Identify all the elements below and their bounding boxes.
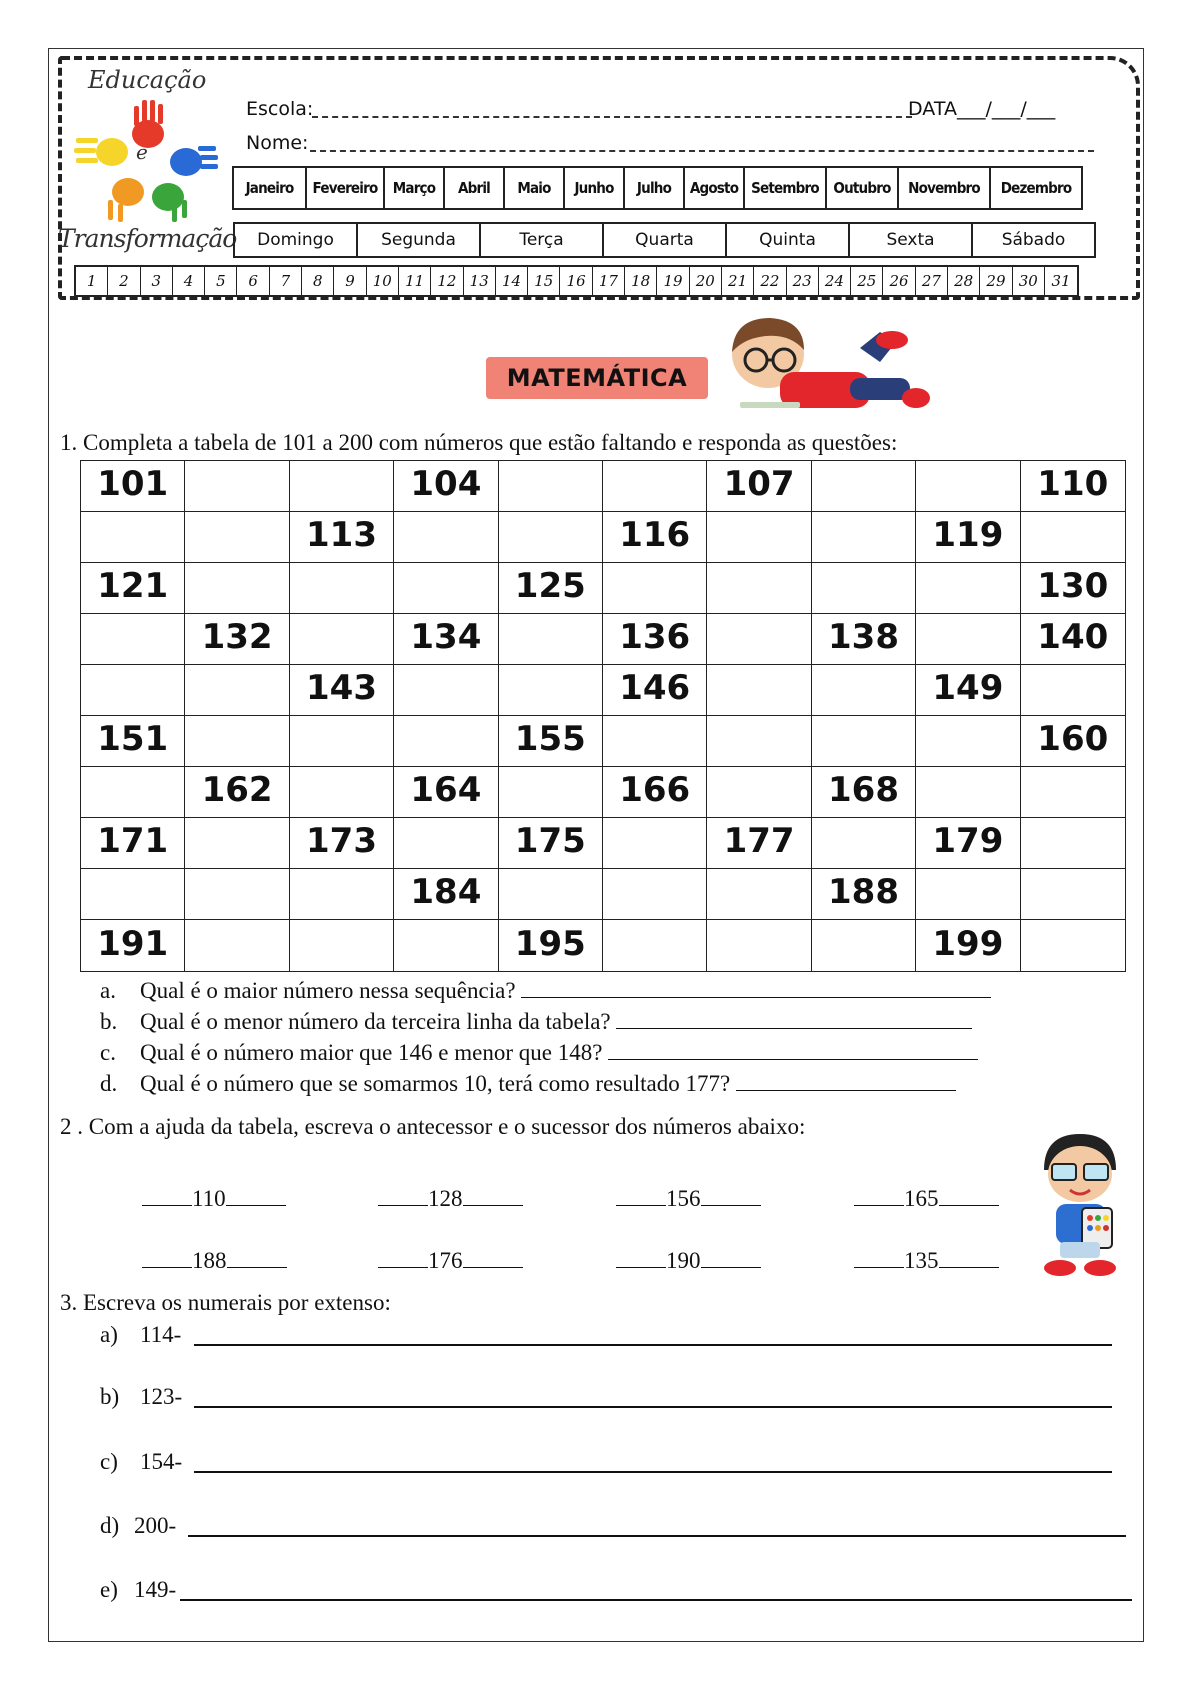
grid-cell[interactable] — [394, 563, 498, 614]
grid-cell[interactable] — [603, 461, 707, 512]
q3-item-b: b) 123- — [100, 1384, 182, 1410]
day-number-cell[interactable]: 30 — [1013, 267, 1045, 295]
grid-cell[interactable] — [707, 665, 811, 716]
grid-cell: 146 — [603, 665, 707, 716]
grid-cell[interactable] — [1021, 512, 1125, 563]
grid-cell[interactable] — [499, 869, 603, 920]
month-cell[interactable]: Fevereiro — [307, 168, 385, 208]
day-number-cell[interactable]: 24 — [819, 267, 851, 295]
grid-cell[interactable] — [1021, 767, 1125, 818]
month-cell[interactable]: Setembro — [745, 168, 827, 208]
grid-cell[interactable] — [603, 920, 707, 971]
grid-cell[interactable] — [499, 665, 603, 716]
day-number-cell[interactable]: 26 — [883, 267, 915, 295]
grid-cell: 151 — [81, 716, 185, 767]
grid-cell[interactable] — [185, 665, 289, 716]
grid-cell[interactable] — [499, 614, 603, 665]
answer-line[interactable] — [194, 1471, 1112, 1473]
grid-cell[interactable] — [394, 920, 498, 971]
grid-cell[interactable] — [394, 716, 498, 767]
grid-cell: 143 — [290, 665, 394, 716]
answer-line[interactable] — [608, 1059, 978, 1060]
q3-prompt: 3. Escreva os numerais por extenso: — [60, 1290, 391, 1315]
grid-cell: 199 — [916, 920, 1020, 971]
grid-cell: 177 — [707, 818, 811, 869]
grid-cell: 121 — [81, 563, 185, 614]
q2-prompt: 2 . Com a ajuda da tabela, escreva o antecessor e o sucessor dos números abaixo: — [60, 1114, 806, 1139]
grid-cell: 132 — [185, 614, 289, 665]
logo-title: Educação — [88, 66, 207, 94]
grid-cell: 149 — [916, 665, 1020, 716]
day-numbers-row — [74, 265, 1079, 297]
q3-item-e: e) 149- — [100, 1577, 176, 1603]
month-cell[interactable]: Julho — [625, 168, 685, 208]
day-number-cell[interactable]: 27 — [916, 267, 948, 295]
day-number-cell[interactable]: 8 — [302, 267, 334, 295]
grid-cell: 134 — [394, 614, 498, 665]
day-number-cell[interactable]: 14 — [496, 267, 528, 295]
grid-cell[interactable] — [290, 563, 394, 614]
day-number-cell[interactable]: 2 — [108, 267, 140, 295]
grid-cell[interactable] — [290, 869, 394, 920]
name-field[interactable] — [310, 150, 1094, 152]
month-cell[interactable]: Abril — [445, 168, 505, 208]
grid-cell: 136 — [603, 614, 707, 665]
logo-connector: e — [136, 140, 148, 164]
day-number-cell[interactable]: 15 — [528, 267, 560, 295]
grid-cell: 130 — [1021, 563, 1125, 614]
grid-cell[interactable] — [812, 563, 916, 614]
logo-subtitle: Transformação — [58, 224, 237, 253]
grid-cell: 138 — [812, 614, 916, 665]
grid-cell[interactable] — [394, 665, 498, 716]
day-number-cell[interactable]: 16 — [560, 267, 592, 295]
grid-cell[interactable] — [707, 716, 811, 767]
day-number-cell[interactable]: 3 — [141, 267, 173, 295]
grid-cell: 155 — [499, 716, 603, 767]
number-pair[interactable]: 190 — [616, 1248, 761, 1274]
grid-cell: 140 — [1021, 614, 1125, 665]
grid-cell: 101 — [81, 461, 185, 512]
q1-prompt: 1. Completa a tabela de 101 a 200 com números que estão faltando e responda as questões: — [60, 430, 898, 455]
number-pair[interactable]: 176 — [378, 1248, 523, 1274]
grid-cell[interactable] — [81, 614, 185, 665]
grid-cell: 166 — [603, 767, 707, 818]
month-cell[interactable]: Outubro — [827, 168, 899, 208]
grid-cell[interactable] — [812, 818, 916, 869]
grid-cell[interactable] — [290, 461, 394, 512]
weekday-cell[interactable]: Terça — [481, 224, 604, 256]
month-cell[interactable]: Novembro — [899, 168, 991, 208]
answer-line[interactable] — [616, 1028, 972, 1029]
month-cell[interactable]: Janeiro — [234, 168, 307, 208]
grid-cell[interactable] — [812, 920, 916, 971]
answer-line[interactable] — [188, 1535, 1126, 1537]
grid-cell[interactable] — [81, 512, 185, 563]
grid-cell[interactable] — [812, 665, 916, 716]
answer-line[interactable] — [736, 1090, 956, 1091]
grid-cell: 119 — [916, 512, 1020, 563]
boy-tablet-illustration — [1030, 1130, 1130, 1280]
day-number-cell[interactable]: 23 — [787, 267, 819, 295]
day-number-cell[interactable]: 29 — [980, 267, 1012, 295]
grid-cell[interactable] — [81, 869, 185, 920]
grid-cell: 173 — [290, 818, 394, 869]
grid-cell[interactable] — [603, 563, 707, 614]
month-cell[interactable]: Agosto — [685, 168, 745, 208]
grid-cell[interactable] — [499, 512, 603, 563]
weekday-cell[interactable]: Domingo — [235, 224, 358, 256]
grid-cell[interactable] — [916, 869, 1020, 920]
number-pair[interactable]: 156 — [616, 1186, 761, 1212]
grid-cell[interactable] — [707, 512, 811, 563]
grid-cell[interactable] — [1021, 818, 1125, 869]
grid-cell[interactable] — [185, 563, 289, 614]
weekday-cell[interactable]: Sexta — [850, 224, 973, 256]
grid-cell[interactable] — [707, 920, 811, 971]
grid-cell[interactable] — [707, 869, 811, 920]
grid-cell[interactable] — [499, 461, 603, 512]
q1-item-a: a. Qual é o maior número nessa sequência? — [100, 978, 991, 1004]
school-field[interactable] — [312, 116, 912, 118]
day-number-cell[interactable]: 13 — [464, 267, 496, 295]
day-number-cell[interactable]: 28 — [948, 267, 980, 295]
answer-line[interactable] — [194, 1344, 1112, 1346]
q1-item-d: d. Qual é o número que se somarmos 10, terá como resultado 177? — [100, 1071, 956, 1097]
day-number-cell[interactable]: 12 — [431, 267, 463, 295]
subject-title: MATEMÁTICA — [486, 357, 708, 399]
grid-cell[interactable] — [290, 716, 394, 767]
grid-cell: 175 — [499, 818, 603, 869]
day-number-cell[interactable]: 20 — [690, 267, 722, 295]
day-number-cell[interactable]: 5 — [205, 267, 237, 295]
day-number-cell[interactable]: 17 — [593, 267, 625, 295]
grid-cell[interactable] — [707, 767, 811, 818]
grid-cell[interactable] — [603, 818, 707, 869]
grid-cell[interactable] — [499, 767, 603, 818]
grid-cell: 171 — [81, 818, 185, 869]
q3-item-a: a) 114- — [100, 1322, 181, 1348]
number-pair[interactable]: 188 — [142, 1248, 287, 1274]
day-number-cell[interactable]: 4 — [173, 267, 205, 295]
grid-cell[interactable] — [812, 512, 916, 563]
grid-cell: 162 — [185, 767, 289, 818]
grid-cell[interactable] — [185, 512, 289, 563]
grid-cell[interactable] — [185, 716, 289, 767]
grid-cell[interactable] — [185, 920, 289, 971]
grid-cell[interactable] — [916, 767, 1020, 818]
grid-cell: 195 — [499, 920, 603, 971]
grid-cell: 184 — [394, 869, 498, 920]
weekday-cell[interactable]: Segunda — [358, 224, 481, 256]
grid-cell: 160 — [1021, 716, 1125, 767]
weekdays-row — [233, 222, 1096, 258]
grid-cell[interactable] — [290, 767, 394, 818]
answer-line[interactable] — [194, 1406, 1112, 1408]
month-cell[interactable]: Junho — [565, 168, 625, 208]
grid-cell[interactable] — [1021, 869, 1125, 920]
grid-cell[interactable] — [707, 614, 811, 665]
grid-cell: 116 — [603, 512, 707, 563]
school-label: Escola: — [246, 98, 314, 120]
number-pair[interactable]: 110 — [142, 1186, 286, 1212]
grid-cell[interactable] — [707, 563, 811, 614]
logo — [58, 64, 238, 260]
grid-cell[interactable] — [185, 818, 289, 869]
day-number-cell[interactable]: 25 — [851, 267, 883, 295]
grid-cell[interactable] — [603, 716, 707, 767]
weekday-cell[interactable]: Sábado — [1001, 230, 1066, 250]
grid-cell: 168 — [812, 767, 916, 818]
grid-cell[interactable] — [185, 869, 289, 920]
grid-cell: 110 — [1021, 461, 1125, 512]
grid-cell: 188 — [812, 869, 916, 920]
grid-cell: 113 — [290, 512, 394, 563]
grid-cell[interactable] — [81, 665, 185, 716]
grid-cell[interactable] — [916, 563, 1020, 614]
number-grid — [80, 460, 1126, 972]
weekday-cell[interactable]: Quinta — [727, 224, 850, 256]
answer-line[interactable] — [521, 997, 991, 998]
day-number-cell[interactable]: 21 — [722, 267, 754, 295]
month-cell[interactable]: Dezembro — [1000, 179, 1072, 197]
grid-cell[interactable] — [1021, 920, 1125, 971]
day-number-cell[interactable]: 18 — [625, 267, 657, 295]
day-number-cell[interactable]: 31 — [1051, 272, 1071, 290]
day-number-cell[interactable]: 10 — [367, 267, 399, 295]
month-cell[interactable]: Março — [385, 168, 445, 208]
grid-cell: 179 — [916, 818, 1020, 869]
day-number-cell[interactable]: 19 — [657, 267, 689, 295]
boy-lying-illustration — [720, 312, 930, 418]
grid-cell: 164 — [394, 767, 498, 818]
number-pair[interactable]: 128 — [378, 1186, 523, 1212]
grid-cell: 104 — [394, 461, 498, 512]
date-label[interactable]: DATA___/___/___ — [908, 98, 1056, 120]
number-pair[interactable]: 135 — [854, 1248, 999, 1274]
grid-cell: 107 — [707, 461, 811, 512]
day-number-cell[interactable]: 1 — [76, 267, 108, 295]
grid-cell[interactable] — [603, 869, 707, 920]
day-number-cell[interactable]: 7 — [270, 267, 302, 295]
month-cell[interactable]: Maio — [505, 168, 565, 208]
day-number-cell[interactable]: 9 — [334, 267, 366, 295]
grid-cell[interactable] — [185, 461, 289, 512]
grid-cell[interactable] — [394, 818, 498, 869]
q1-item-b: b. Qual é o menor número da terceira linha da tabela? — [100, 1009, 972, 1035]
grid-cell[interactable] — [812, 461, 916, 512]
q3-item-c: c) 154- — [100, 1449, 182, 1475]
name-label: Nome: — [246, 132, 309, 154]
q1-item-c: c. Qual é o número maior que 146 e menor que 148? — [100, 1040, 978, 1066]
grid-cell[interactable] — [812, 716, 916, 767]
grid-cell[interactable] — [81, 767, 185, 818]
day-number-cell[interactable]: 22 — [754, 267, 786, 295]
grid-cell[interactable] — [1021, 665, 1125, 716]
grid-cell[interactable] — [916, 461, 1020, 512]
weekday-cell[interactable]: Quarta — [604, 224, 727, 256]
q3-item-d: d) 200- — [100, 1513, 176, 1539]
grid-cell[interactable] — [290, 614, 394, 665]
months-row — [232, 166, 1083, 210]
grid-cell: 191 — [81, 920, 185, 971]
day-number-cell[interactable]: 6 — [237, 267, 269, 295]
grid-cell[interactable] — [916, 614, 1020, 665]
day-number-cell[interactable]: 11 — [399, 267, 431, 295]
answer-line[interactable] — [180, 1599, 1132, 1601]
number-pair[interactable]: 165 — [854, 1186, 999, 1212]
grid-cell: 125 — [499, 563, 603, 614]
grid-cell[interactable] — [394, 512, 498, 563]
grid-cell[interactable] — [916, 716, 1020, 767]
grid-cell[interactable] — [290, 920, 394, 971]
